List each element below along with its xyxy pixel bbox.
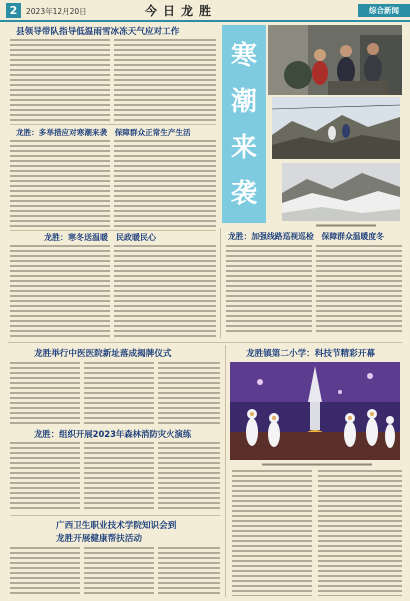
article-4-col-2 xyxy=(316,245,402,333)
headline-8[interactable]: 龙胜镇第二小学：科技节精彩开幕 xyxy=(246,349,375,359)
photo-caption xyxy=(262,462,372,469)
article-6-col-2 xyxy=(84,442,154,512)
article-7-col-1 xyxy=(10,547,80,597)
section-label: 综合新闻 xyxy=(358,4,410,17)
article-2-col-2 xyxy=(114,140,216,228)
headline-7b[interactable]: 龙胜开展健康帮扶活动 xyxy=(56,534,142,544)
masthead: 今日龙胜 xyxy=(145,4,218,18)
article-5-col-1 xyxy=(10,362,80,424)
photo-inspection[interactable] xyxy=(268,25,402,95)
article-7-col-3 xyxy=(158,547,220,597)
article-3-col-2 xyxy=(114,245,216,340)
divider xyxy=(10,230,216,231)
headline-5[interactable]: 龙胜举行中医医院新址落成揭牌仪式 xyxy=(34,349,172,359)
divider xyxy=(10,515,220,516)
banner-char: 寒 xyxy=(230,41,257,71)
headline-2[interactable]: 龙胜：多举措应对寒潮来袭 保障群众正常生产生活 xyxy=(16,128,191,137)
column-divider xyxy=(225,345,226,597)
banner-char: 来 xyxy=(230,133,257,163)
article-1-col-1 xyxy=(10,39,110,121)
page-number: 2 xyxy=(6,3,21,18)
headline-6[interactable]: 龙胜：组织开展2023年森林消防灾火演练 xyxy=(34,429,192,439)
issue-date: 2023年12月20日 xyxy=(26,7,87,16)
photo-snow-hills-image xyxy=(282,163,400,221)
article-5-col-2 xyxy=(84,362,154,424)
cold-wave-banner xyxy=(222,25,266,223)
article-7-col-2 xyxy=(84,547,154,597)
photo-inspection-image xyxy=(268,25,402,95)
divider xyxy=(10,124,216,125)
headline-7a[interactable]: 广西卫生职业技术学院知识会到 xyxy=(56,521,177,531)
caption-text-strip xyxy=(262,462,372,467)
header-rule xyxy=(0,20,410,22)
banner-char: 袭 xyxy=(230,179,257,209)
page-header xyxy=(0,0,410,20)
photo-snow-hills[interactable] xyxy=(282,163,400,221)
article-5-col-3 xyxy=(158,362,220,424)
photo-caption xyxy=(316,223,376,230)
photo-mountain-line[interactable] xyxy=(272,97,400,159)
headline-3[interactable]: 龙胜：寒冬送温暖 民政暖民心 xyxy=(44,233,156,242)
article-3-col-1 xyxy=(10,245,110,340)
column-divider xyxy=(220,228,221,338)
headline-4[interactable]: 龙胜：加强线路巡视巡检 保障群众温暖度冬 xyxy=(228,232,384,241)
article-8-col-2 xyxy=(318,470,402,596)
divider xyxy=(8,342,402,343)
article-6-col-1 xyxy=(10,442,80,512)
article-8-col-1 xyxy=(232,470,312,596)
banner-char: 潮 xyxy=(230,87,257,117)
article-1-col-2 xyxy=(114,39,216,121)
photo-science-festival-image xyxy=(230,362,400,460)
caption-text-strip xyxy=(316,223,376,228)
article-6-col-3 xyxy=(158,442,220,512)
article-4-col-1 xyxy=(226,245,312,333)
article-2-col-1 xyxy=(10,140,110,228)
headline-1[interactable]: 县领导带队指导低温雨雪冰冻天气应对工作 xyxy=(16,27,180,37)
photo-mountain-line-image xyxy=(272,97,400,159)
photo-science-festival[interactable] xyxy=(230,362,400,460)
